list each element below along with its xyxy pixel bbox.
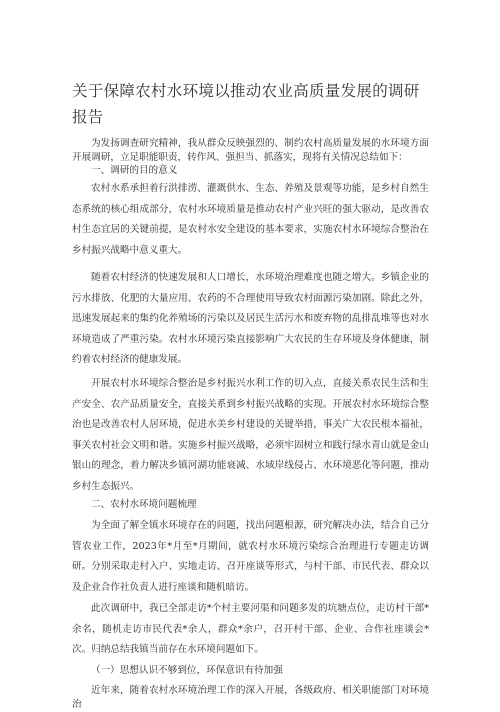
section2-p2-block <box>72 599 429 661</box>
section2-paragraph-2: 此次调研中，我已全部走访*个村主要河渠和问题多发的坑塘点位，走访村干部*余名，随机走访市民代表*余人，群众*余户，召开村干部、企业、合作社座谈会*次。归纳总结我镇当前存在水环境问题如下。 <box>72 603 429 655</box>
section1-heading: 一、调研的目的意义 <box>91 165 178 176</box>
section2-paragraph-1: 为全面了解全镇水环境存在的问题，找出问题根源，研究解决办法，结合自己分管农业工作，2023年*月至*月期间，就农村水环境污染综合治理进行专题走访调研。分别采取走村入户、实地走访、召开座谈等形式，与村干部、市民代表、群众以及企业合作社负责人进行座谈和随机暗访。 <box>72 520 429 593</box>
section2-heading-block <box>72 498 429 512</box>
section1-heading-block <box>72 164 429 178</box>
intro-block <box>72 137 429 164</box>
section1-p1-block <box>72 179 429 261</box>
section1-p2-block <box>72 268 429 371</box>
subsection1-p1-block <box>72 684 429 712</box>
subsection1-heading: （一）思想认识不够到位，环保意识有待加强 <box>91 665 283 676</box>
intro-paragraph: 为发扬调查研究精神，我从群众反映强烈的、制约农村高质量发展的水环境方面开展调研，立足职能职责，转作风、强担当、抓落实，现将有关情况总结如下： <box>72 138 429 163</box>
section1-paragraph-3: 开展农村水环境综合整治是乡村振兴水利工作的切入点，直接关系农民生活和生产安全、农产品质量安全，直接关系到乡村振兴战略的实现。开展农村水环境综合整治也是改善农村人居环境，促进水美乡村建设的关键举措，事关广大农民根本福祉，事关农村社会文明和谐。实施乡村振兴战略，必须牢固树立和践行绿水青山就是金山银山的理念，着力解决乡镇河湖功能衰减、水域岸线侵占、水环境恶化等问题，推动乡村生态振兴。 <box>72 378 429 492</box>
section2-heading: 二、农村水环境问题梳理 <box>91 499 197 510</box>
document-title: 关于保障农村水环境以推动农业高质量发展的调研报告 <box>72 82 420 126</box>
section1-paragraph-1: 农村水系承担着行洪排涝、灌溉供水、生态、养殖及景观等功能，是乡村自然生态系统的核心组成部分，农村水环境质量是推动农村产业兴旺的强大驱动，是改善农村生态宜居的关键前提，是农村水安全建设的基本要求，实施农村水环境综合整治在乡村振兴战略中意义重大。 <box>72 183 429 256</box>
subsection1-heading-block <box>72 664 429 678</box>
subsection1-paragraph-1: 近年来，随着农村水环境治理工作的深入开展，各级政府、相关职能部门对环境治 <box>72 685 429 710</box>
section1-paragraph-2: 随着农村经济的快速发展和人口增长，水环境治理难度也随之增大。乡镇企业的污水排放、化肥的大量应用、农药的不合理使用导致农村面源污染加剧。除此之外，迅速发展起来的集约化养殖场的污染以及居民生活污水和废弃物的乱排乱堆等也对水环境造成了严重污染。农村水环境污染直接影响广大农民的生存环境及身体健康，制约着农村经济的健康发展。 <box>72 272 429 365</box>
section2-p1-block <box>72 516 429 598</box>
section1-p3-block <box>72 374 429 497</box>
